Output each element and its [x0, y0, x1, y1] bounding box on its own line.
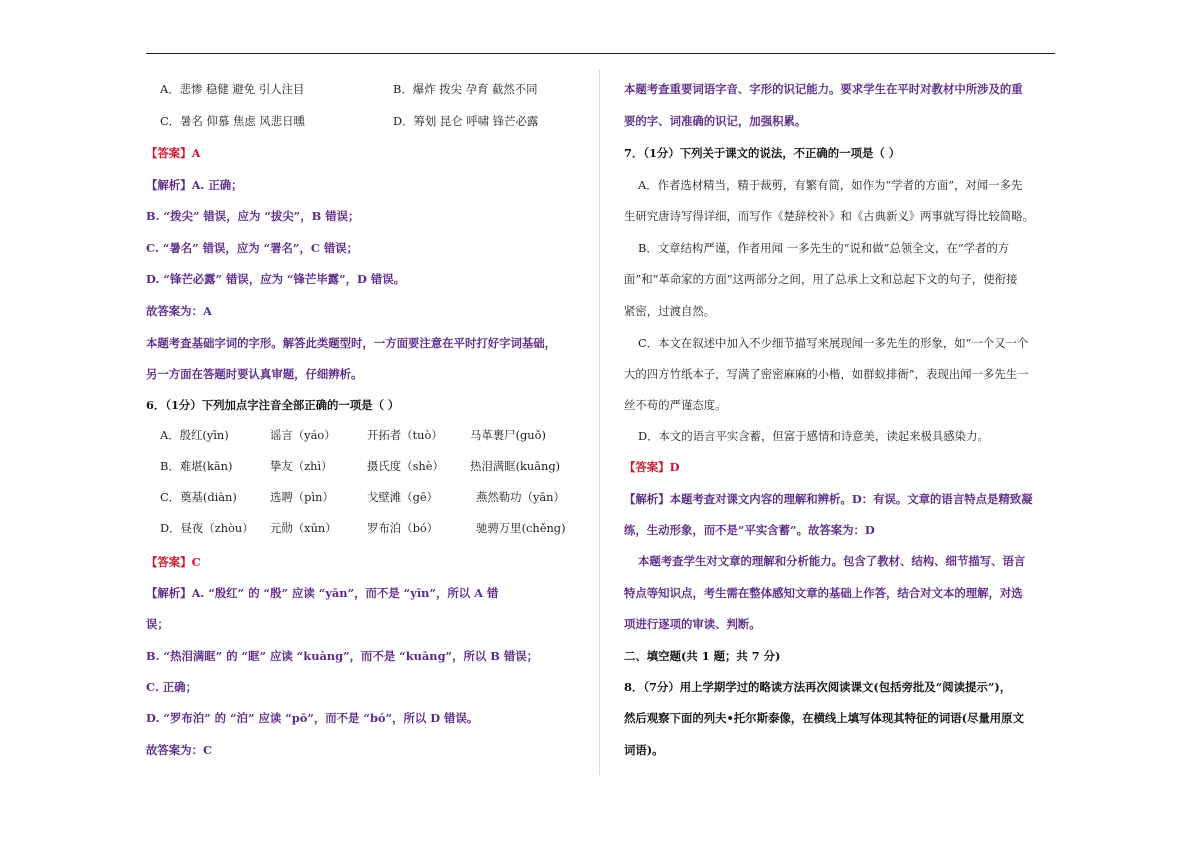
answer-tag: 【答案】	[146, 146, 192, 160]
q6-cell: 谣言（yáo）	[270, 428, 336, 442]
q6-answer	[146, 555, 201, 569]
q7-answer	[624, 460, 679, 474]
q6-analysis-line: D. “罗布泊” 的 “泊” 应读 “pō”，而不是 “bó”，所以 D 错误。	[146, 711, 479, 725]
q6-cell: A．殷红(yīn)	[160, 428, 229, 442]
q7-option-line: 丝不苟的严谨态度。	[624, 398, 727, 412]
answer-value: C	[191, 555, 201, 569]
q6-analysis-line	[146, 586, 498, 600]
q7-option-line: B．文章结构严谨，作者用闻 一多先生的“说和做”总领全文，在“学者的方	[638, 241, 1010, 255]
q6-cell: 挚友（zhì）	[270, 459, 333, 473]
q6-analysis-line: 误；	[146, 617, 169, 631]
q6-summary-line: 本题考查重要词语字音、字形的识记能力。要求学生在平时对教材中所涉及的重	[624, 82, 1023, 96]
q6-cell: 戈壁滩（gē）	[367, 490, 438, 504]
q7-analysis-line: 特点等知识点，考生需在整体感知文章的基础上作答，结合对文本的理解，对选	[624, 586, 1023, 600]
q6-cell: 选聘（pìn）	[270, 490, 334, 504]
answer-tag: 【答案】	[146, 555, 192, 569]
column-divider	[599, 70, 600, 775]
q6-cell: 热泪满眶(kuāng)	[470, 459, 561, 473]
analysis-text: A. 正确；	[191, 178, 243, 192]
q6-stem: 6．（1分）下列加点字注音全部正确的一项是（ ）	[146, 398, 400, 412]
q7-option-line: C．本文在叙述中加入不少细节描写来展现闻一多先生的形象，如“一个又一个	[638, 336, 1029, 350]
q8-stem-line: 然后观察下面的列夫•托尔斯泰像，在横线上填写体现其特征的词语(尽量用原文	[624, 711, 1024, 725]
q7-option-line: D．本文的语言平实含蓄，但富于感情和诗意美，读起来极具感染力。	[638, 429, 989, 443]
q6-cell: C．奠基(diàn)	[160, 490, 237, 504]
q6-cell: 摄氏度（shè）	[367, 459, 444, 473]
q6-analysis-line: 故答案为：C	[146, 743, 213, 757]
q6-cell: 驰骋万里(chěng)	[476, 521, 566, 535]
section-heading: 二、填空题(共 1 题；共 7 分)	[624, 649, 781, 663]
q6-cell: D．昼夜（zhòu）	[160, 521, 254, 535]
analysis-text: A. “殷红” 的 “殷” 应读 “yān”，而不是 “yīn”，所以 A 错	[191, 586, 499, 600]
q5-option-c: C．暑名 仰慕 焦虑 风悲日曛	[160, 114, 305, 128]
answer-value: D	[669, 460, 680, 474]
q5-analysis-line: D. “锋芒必露” 错误，应为 “锋芒毕露”，D 错误。	[146, 272, 406, 286]
q5-analysis-line: 另一方面在答题时要认真审题，仔细辨析。	[146, 367, 363, 381]
q7-analysis-line: 本题考查学生对文章的理解和分析能力。包含了教材、结构、细节描写、语言	[638, 554, 1026, 568]
q7-option-line: 面”和“革命家的方面”这两部分之间，用了总承上文和总起下文的句子，使衔接	[624, 272, 1018, 286]
header-rule	[146, 53, 1055, 54]
answer-tag: 【答案】	[624, 460, 670, 474]
q5-answer	[146, 146, 200, 160]
q6-cell: 元勋（xūn）	[270, 521, 337, 535]
q7-analysis-line: 练，生动形象，而不是“平实含蓄”。故答案为：D	[624, 523, 875, 537]
analysis-tag: 【解析】	[146, 586, 192, 600]
q6-cell: 燕然勒功（yān）	[476, 490, 565, 504]
q5-option-d: D．筹划 昆仑 呼啸 锋芒必露	[393, 114, 539, 128]
q7-option-line: 大的四方竹纸本子，写满了密密麻麻的小楷，如群蚁排衙”，表现出闻一多先生一	[624, 367, 1029, 381]
q5-analysis-line: C. “暑名” 错误，应为 “署名”，C 错误；	[146, 241, 359, 255]
q6-cell: 开拓者（tuò）	[367, 428, 443, 442]
q5-option-b: B．爆炸 拨尖 孕育 截然不同	[393, 82, 538, 96]
q6-analysis-line: B. “热泪满眶” 的 “眶” 应读 “kuàng”，而不是 “kuāng”，所以 B 错误；	[146, 649, 538, 663]
q7-option-line: 生研究唐诗写得详细，而写作《楚辞校补》和《古典新义》两事就写得比较简略。	[624, 209, 1035, 223]
q7-stem: 7．（1分）下列关于课文的说法，不正确的一项是（ ）	[624, 146, 901, 160]
analysis-tag: 【解析】	[146, 178, 192, 192]
q8-stem-line: 8．（7分）用上学期学过的略读方法再次阅读课文(包括旁批及“阅读提示”)，	[624, 680, 1012, 694]
answer-value: A	[191, 146, 201, 160]
q6-cell: 马革裹尸(guǒ)	[470, 428, 546, 442]
q7-analysis-line: 项进行逐项的审读、判断。	[624, 617, 761, 631]
q6-summary-line: 要的字、词准确的识记，加强积累。	[624, 114, 807, 128]
q6-analysis-line: C. 正确；	[146, 680, 197, 694]
q6-cell: B．难堪(kān)	[160, 459, 233, 473]
q7-option-line: A．作者选材精当，精于裁剪，有繁有简，如作为“学者的方面”，对闻一多先	[638, 178, 1023, 192]
q7-analysis-line: 【解析】本题考查对课文内容的理解和辨析。D：有误。文章的语言特点是精致凝	[624, 492, 1033, 506]
q7-option-line: 紧密，过渡自然。	[624, 304, 716, 318]
q5-analysis-line: 本题考查基础字词的字形。解答此类题型时，一方面要注意在平时打好字词基础，	[146, 336, 557, 350]
q8-stem-line: 词语)。	[624, 743, 664, 757]
q5-analysis-line: B. “拨尖” 错误，应为 “拔尖”，B 错误；	[146, 209, 360, 223]
q5-option-a: A．悲惨 稳健 避免 引人注目	[160, 82, 305, 96]
q6-cell: 罗布泊（bó）	[367, 521, 439, 535]
q5-analysis-line	[146, 178, 243, 192]
q5-analysis-line: 故答案为：A	[146, 304, 212, 318]
